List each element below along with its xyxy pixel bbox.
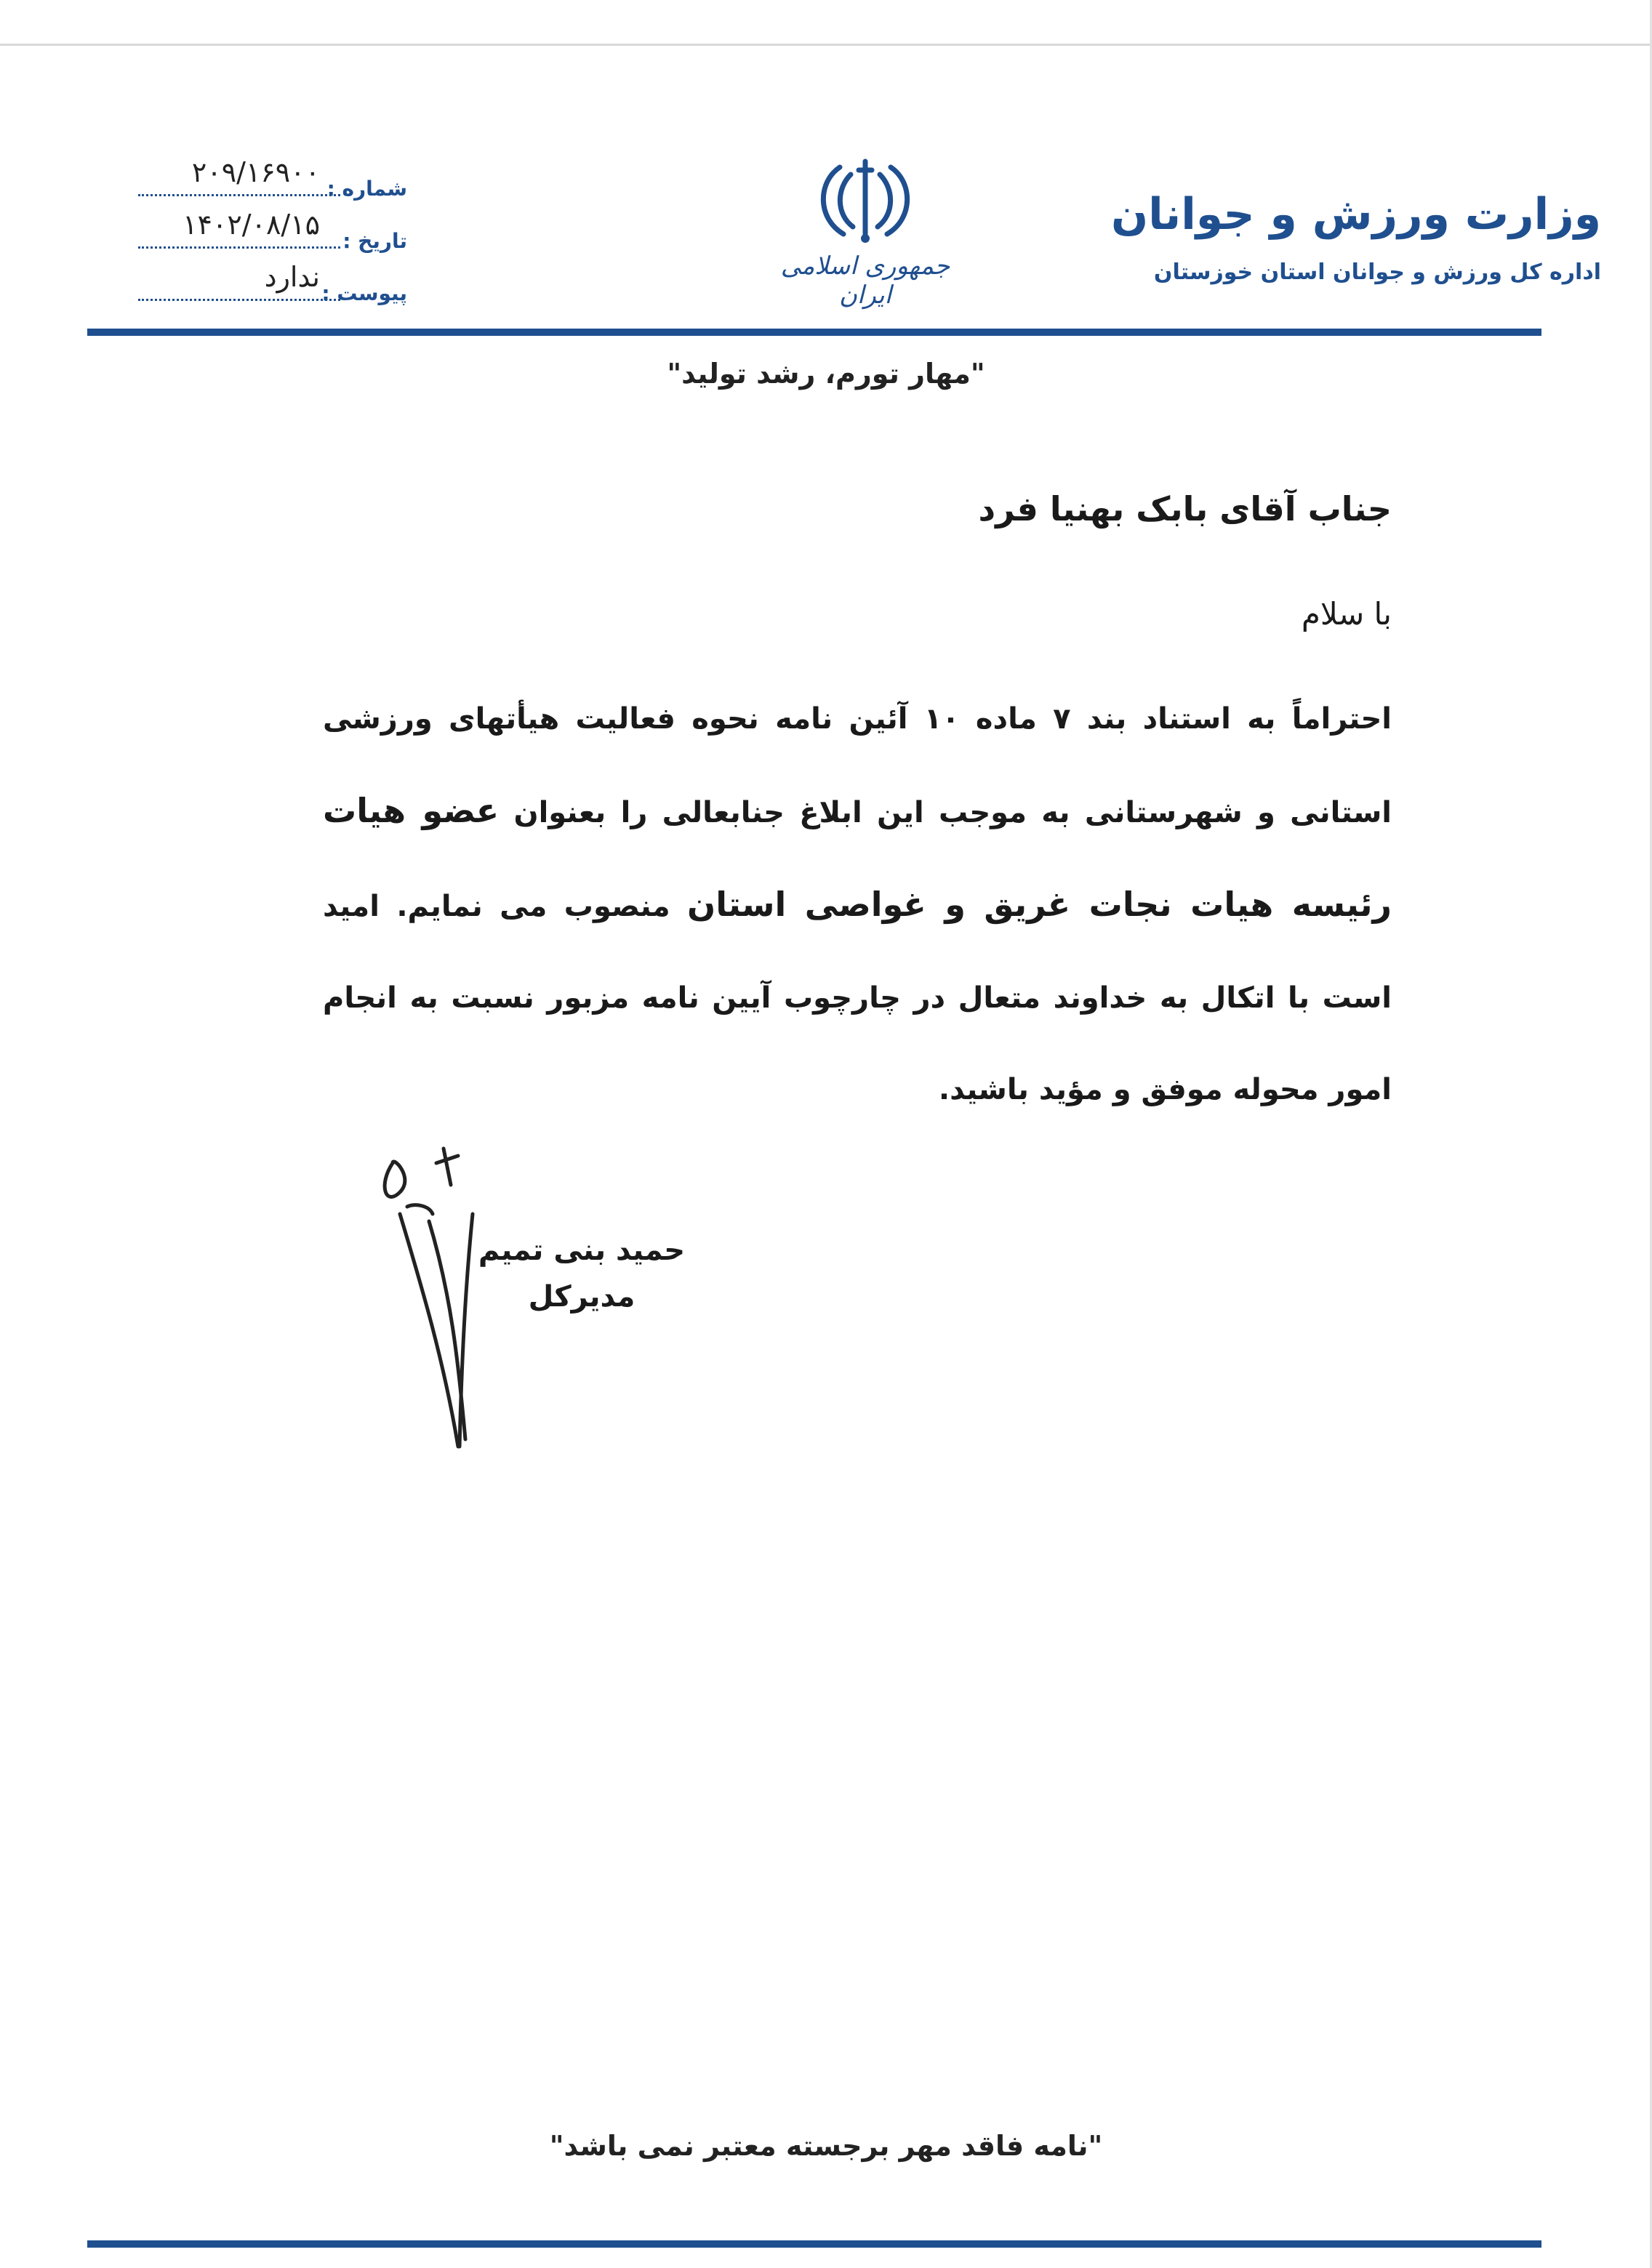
- recipient: جناب آقای بابک بهنیا فرد: [978, 489, 1392, 528]
- date-label: تاریخ :: [342, 229, 407, 253]
- attachment-row: [131, 261, 407, 313]
- paragraph-text-2: منصوب می نمایم. امید است با اتکال به خداوند متعال در چارچوب آیین نامه مزبور نسبت به انجام امور محوله موفق و مؤید باشید.: [323, 890, 1392, 1106]
- date-value: ۱۴۰۲/۰۸/۱۵: [183, 209, 320, 241]
- number-label: شماره :: [326, 177, 407, 201]
- footer-note: "نامه فاقد مهر برجسته معتبر نمی باشد": [549, 2130, 1103, 2162]
- number-dotted-line: [138, 194, 340, 196]
- header-divider: [87, 329, 1541, 336]
- number-value: ۲۰۹/۱۶۹۰۰: [191, 156, 320, 188]
- signer-name: حمید بنی تمیم: [478, 1234, 686, 1267]
- date-row: [131, 209, 407, 261]
- footer-divider: [87, 2240, 1541, 2248]
- letterhead-ministry: [1092, 185, 1601, 285]
- number-row: [131, 156, 407, 209]
- office-name: اداره کل ورزش و جوانان استان خوزستان: [1153, 260, 1601, 285]
- date-dotted-line: [138, 246, 340, 249]
- iran-emblem-icon: [811, 153, 920, 247]
- letter-metadata: [131, 156, 407, 313]
- signer-block: [465, 1228, 698, 1319]
- ministry-name: وزارت ورزش و جوانان: [1110, 189, 1601, 240]
- emblem-caption: جمهوری اسلامی ایران: [780, 252, 950, 310]
- paragraph-emphasis: عضو هیات رئیسه هیات نجات غریق و غواصی استان: [323, 791, 1392, 924]
- emblem: [756, 153, 974, 313]
- paragraph-text-1: احتراماً به استناد بند ۷ ماده ۱۰ آئین نامه نحوه فعالیت هیأتهای ورزشی استانی و شهرستانی به موجب این ابلاغ جنابعالی را بعنوان: [323, 702, 1392, 829]
- letter-paragraph: [323, 673, 1392, 1135]
- signer-title: مدیرکل: [528, 1280, 635, 1314]
- letter-body: [323, 480, 1392, 1135]
- attachment-dotted-line: [138, 299, 340, 301]
- scan-edge-top: [0, 44, 1652, 46]
- slogan: "مهار تورم، رشد تولید": [667, 358, 985, 390]
- greeting: با سلام: [1301, 596, 1392, 632]
- attachment-value: ندارد: [264, 261, 320, 293]
- attachment-label: پیوست :: [321, 281, 407, 305]
